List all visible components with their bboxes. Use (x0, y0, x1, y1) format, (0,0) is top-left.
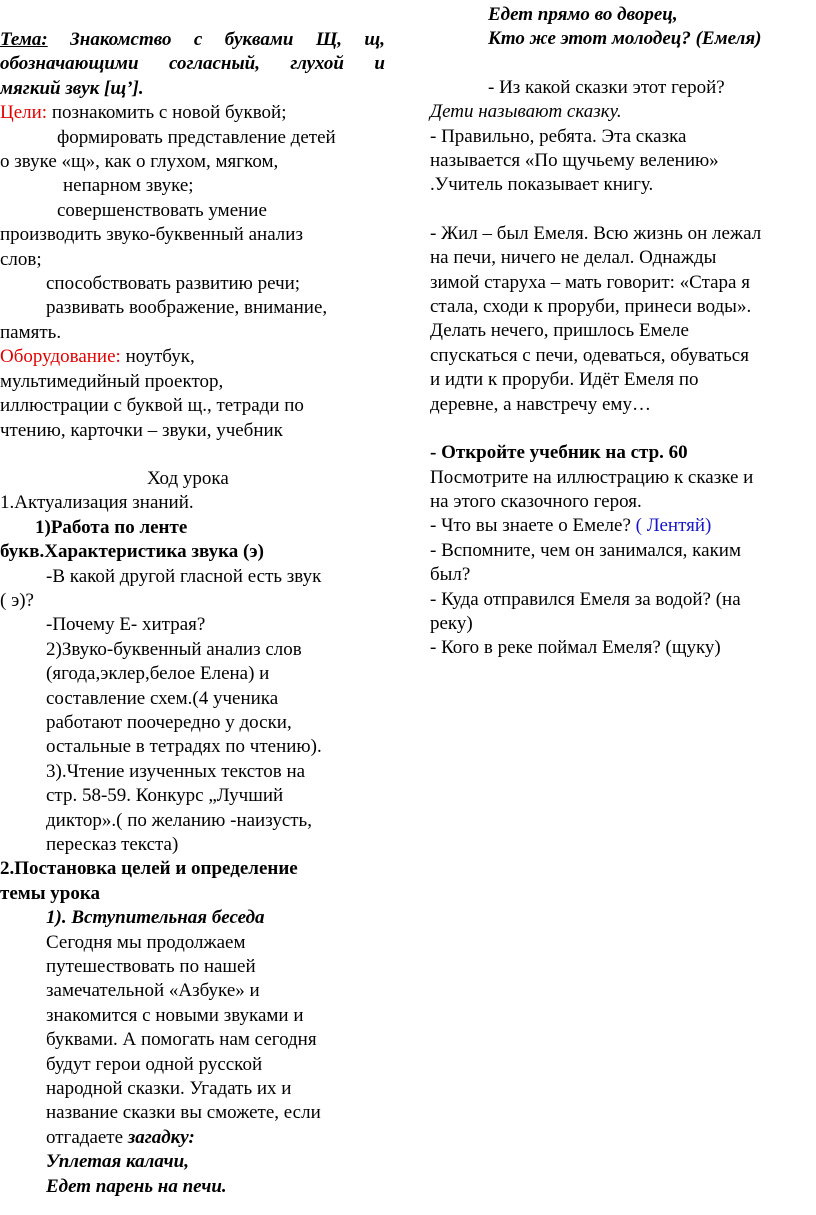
question-occupation: - Вспомните, чем он занимался, каким (430, 539, 741, 561)
section-1-item: (ягода,эклер,белое Елена) и (46, 663, 270, 685)
paragraph-1: - Правильно, ребята. Эта сказка (430, 125, 687, 147)
goals-label: Цели: (0, 102, 48, 124)
goals-line: совершенствовать умение (57, 199, 267, 221)
section-1-item: остальные в тетрадях по чтению). (46, 736, 322, 758)
story-paragraph: Делать нечего, пришлось Емеле (430, 320, 689, 342)
story-paragraph: и идти к проруби. Идёт Емеля по (430, 369, 699, 391)
goals-line: слов; (0, 248, 42, 270)
section-2-text: название сказки вы сможете, если (46, 1102, 321, 1124)
question-occupation: был? (430, 564, 471, 586)
goals-line: о звуке «щ», как о глухом, мягком, (0, 151, 279, 173)
section-2-text: путешествовать по нашей (46, 956, 256, 978)
section-1-item: стр. 58-59. Конкурс „Лучший (46, 785, 284, 807)
section-1-item: 2)Звуко-буквенный анализ слов (46, 638, 302, 660)
question-hero: - Из какой сказки этот герой? (488, 76, 725, 98)
equipment-line-1: Оборудование: ноутбук, (0, 346, 195, 368)
section-2-text: буквами. А помогать нам сегодня (46, 1029, 317, 1051)
topic-label: Тема: (0, 29, 48, 50)
riddle-line: Кто же этот молодец? (Емеля) (488, 28, 762, 50)
textbook-instruction: - Откройте учебник на стр. 60 (430, 442, 688, 464)
paragraph-1: называется «По щучьему велению» (430, 150, 719, 172)
section-1-item: составление схем.(4 ученика (46, 687, 279, 709)
paragraph-1: .Учитель показывает книгу. (430, 174, 654, 196)
section-1-item: 3).Чтение изученных текстов на (46, 760, 306, 782)
story-paragraph: - Жил – был Емеля. Всю жизнь он лежал (430, 222, 762, 244)
goals-line: непарном звуке; (63, 175, 194, 197)
question-water: - Куда отправился Емеля за водой? (на (430, 588, 741, 610)
children-note: Дети называют сказку. (430, 101, 622, 123)
story-paragraph: спускаться с печи, одеваться, обуваться (430, 344, 749, 366)
equipment-label: Оборудование: (0, 346, 121, 368)
goals-line: способствовать развитию речи; (46, 273, 301, 295)
goals-line: развивать воображение, внимание, (46, 297, 328, 319)
goals-line: производить звуко-буквенный анализ (0, 224, 303, 246)
section-1-subtitle: 1)Работа по ленте (35, 516, 188, 538)
section-2-text: замечательной «Азбуке» и (46, 980, 260, 1002)
section-2-text: знакомится с новыми звуками и (46, 1004, 304, 1026)
goals-line-1: Цели: познакомить с новой буквой; (0, 102, 287, 124)
topic-line-2: обозначающими согласный, глухой и (0, 53, 385, 75)
section-1-item: -Почему Е- хитрая? (46, 614, 206, 636)
illustration-text: на этого сказочного героя. (430, 490, 642, 512)
left-column (0, 0, 385, 1199)
section-1-item: пересказ текста) (46, 834, 179, 855)
section-2-text: будут герои одной русской (46, 1053, 263, 1075)
question-water: реку) (430, 612, 473, 634)
goals-line: формировать представление детей (57, 126, 336, 148)
goals-line: память. (0, 321, 62, 343)
section-2-subtitle: 1). Вступительная беседа (46, 907, 265, 929)
illustration-text: Посмотрите на иллюстрацию к сказке и (430, 466, 754, 488)
riddle-line: Едет парень на печи. (46, 1175, 227, 1197)
story-paragraph: зимой старуха – мать говорит: «Стара я (430, 271, 750, 293)
right-column (430, 0, 812, 661)
story-paragraph: стала, сходи к проруби, принеси воды». (430, 296, 752, 318)
answer-lazy: ( Лентяй) (635, 515, 712, 537)
section-2-title: темы урока (0, 882, 101, 904)
section-1-title: 1.Актуализация знаний. (0, 492, 194, 514)
section-1-subtitle: букв.Характеристика звука (э) (0, 541, 264, 563)
question-emelya: - Что вы знаете о Емеле? ( Лентяй) (430, 515, 712, 537)
lesson-heading: Ход урока (147, 467, 229, 489)
story-paragraph: деревне, а навстречу ему… (430, 393, 651, 415)
equipment-line: чтению, карточки – звуки, учебник (0, 419, 283, 441)
equipment-line: мультимедийный проектор, (0, 370, 224, 392)
section-1-item: работают поочередно у доски, (46, 711, 292, 733)
question-pike: - Кого в реке поймал Емеля? (щуку) (430, 637, 721, 659)
section-1-question: ( э)? (0, 589, 34, 611)
section-2-title: 2.Постановка целей и определение (0, 858, 298, 880)
riddle-intro: отгадаете загадку: (46, 1126, 195, 1148)
section-1-question: -В какой другой гласной есть звук (46, 565, 322, 587)
topic-line-3: мягкий звук [щ’]. (0, 77, 144, 99)
story-paragraph: на печи, ничего не делал. Однажды (430, 247, 717, 269)
section-1-item: диктор».( по желанию -наизусть, (46, 809, 312, 831)
topic-line-1: Тема: Знакомство с буквами Щ, щ, (0, 29, 385, 50)
riddle-line: Едет прямо во дворец, (488, 4, 678, 25)
riddle-line: Уплетая калачи, (46, 1151, 189, 1173)
section-2-text: Сегодня мы продолжаем (46, 931, 246, 953)
equipment-line: иллюстрации с буквой щ., тетради по (0, 395, 304, 417)
section-2-text: народной сказки. Угадать их и (46, 1078, 292, 1100)
